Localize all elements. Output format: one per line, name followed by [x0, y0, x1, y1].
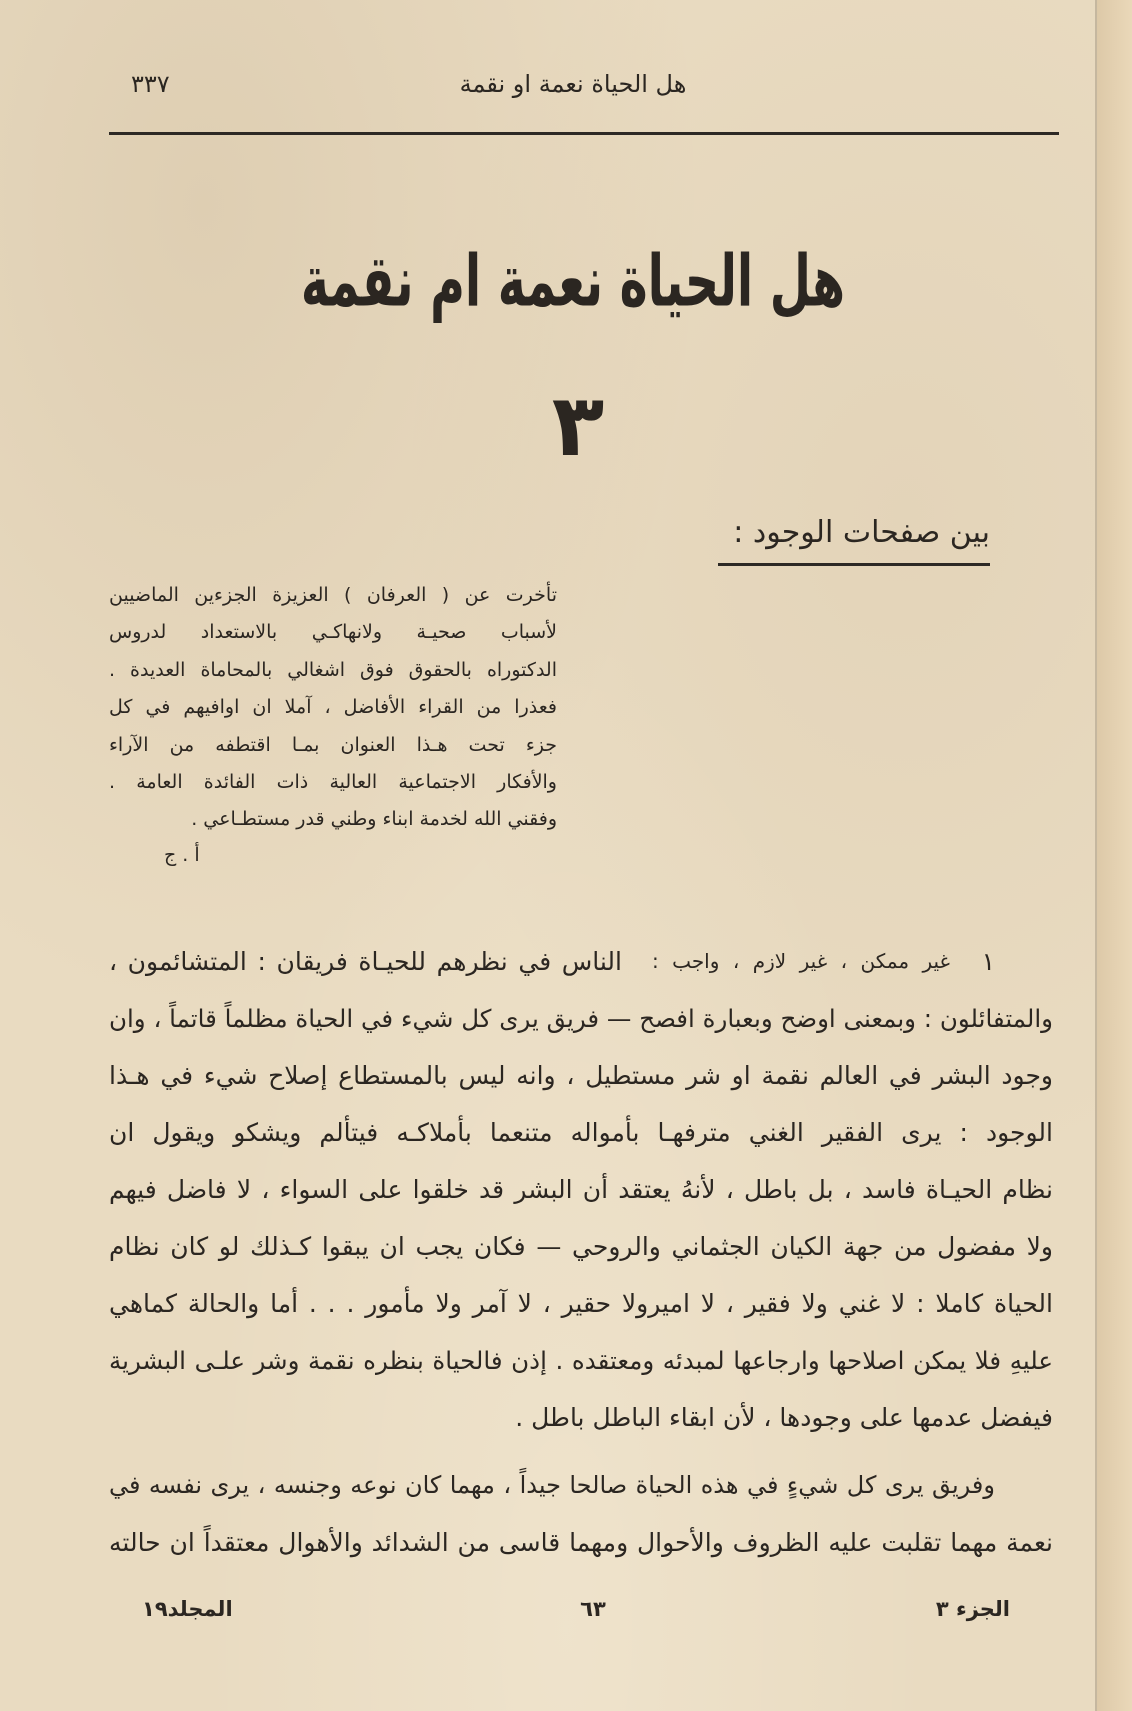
- body-line: الناس في نظرهم للحيـاة فريقان : المتشائمون ،: [109, 947, 622, 976]
- body-line: وجود البشر في العالم نقمة او شر مستطيل ، وانه ليس بالمستطاع إصلاح شيء في هـذا: [109, 1061, 1053, 1090]
- body-line: الوجود : يرى الفقير الغني مترفهـا بأمواله متنعما بأملاكـه فيتألم ويشكو ويقول ان: [109, 1118, 1053, 1147]
- footer-part-number: الجزء ٣: [935, 1597, 1010, 1621]
- note-line: فعذرا من القراء الأفاضل ، آملا ان اوافيهم في كل: [109, 696, 557, 718]
- note-line: لأسباب صحيـة ولانهاكـي بالاستعداد لدروس: [109, 621, 557, 643]
- note-line: جزء تحت هـذا العنوان بمـا اقتطفه من الآراء: [109, 734, 557, 756]
- running-title: هل الحياة نعمة او نقمة: [459, 70, 687, 98]
- paragraph-number: ١: [981, 947, 995, 976]
- note-signature: أ . ج: [164, 844, 200, 866]
- note-line: تأخرت عن ( العرفان ) العزيزة الجزءين الماضيين: [109, 584, 557, 606]
- body-line: الحياة كاملا : لا غني ولا فقير ، لا اميرولا حقير ، لا آمر ولا مأمور . . . أما والحالة كماهي: [109, 1289, 1053, 1318]
- body-line: والمتفائلون : وبمعنى اوضح وبعبارة افصح — فريق يرى كل شيء في الحياة مظلماً قاتماً ، وان: [109, 1004, 1053, 1033]
- article-part-number: ٣: [551, 376, 605, 476]
- body-line: ولا مفضول من جهة الكيان الجثماني والروحي — فكان يجب ان يبقوا كـذلك لو كان نظام: [109, 1232, 1053, 1261]
- article-title: هل الحياة نعمة ام نقمة: [300, 241, 846, 324]
- note-line: والأفكار الاجتماعية العالية ذات الفائدة العامة .: [109, 771, 557, 793]
- page-number: ٣٣٧: [131, 70, 170, 98]
- body-line: وفريق يرى كل شيءٍ في هذه الحياة صالحا جيداً ، مهما كان نوعه وجنسه ، يرى نفسه في: [109, 1471, 995, 1499]
- body-line: فيفضل عدمها على وجودها ، لأن ابقاء الباطل باطل .: [515, 1403, 1053, 1432]
- note-line: الدكتوراه بالحقوق فوق اشغالي بالمحاماة العديدة .: [109, 659, 557, 681]
- footer-volume: المجلد١٩: [142, 1597, 233, 1621]
- page-edge: [1095, 0, 1132, 1711]
- footer-page-number: ٦٣: [580, 1597, 606, 1621]
- body-line: عليهِ فلا يمكن اصلاحها وارجاعها لمبدئه ومعتقده . إذن فالحياة بنظره نقمة وشر علـى البشرية: [109, 1346, 1053, 1375]
- paragraph-lead-phrase: غير ممكن ، غير لازم ، واجب :: [652, 949, 950, 973]
- header-rule: [109, 132, 1059, 135]
- body-line: نظام الحيـاة فاسد ، بل باطل ، لأنهُ يعتقد أن البشر قد خلقوا على السواء ، لا فاضل فيهم: [109, 1175, 1053, 1204]
- note-line: وفقني الله لخدمة ابناء وطني قدر مستطـاعي .: [191, 808, 557, 830]
- section-heading-underline: [718, 563, 990, 566]
- body-line: نعمة مهما تقلبت عليه الظروف والأحوال ومهما قاسى من الشدائد والأهوال معتقداً ان حالته: [109, 1528, 1053, 1557]
- section-heading: بين صفحات الوجود :: [733, 515, 990, 550]
